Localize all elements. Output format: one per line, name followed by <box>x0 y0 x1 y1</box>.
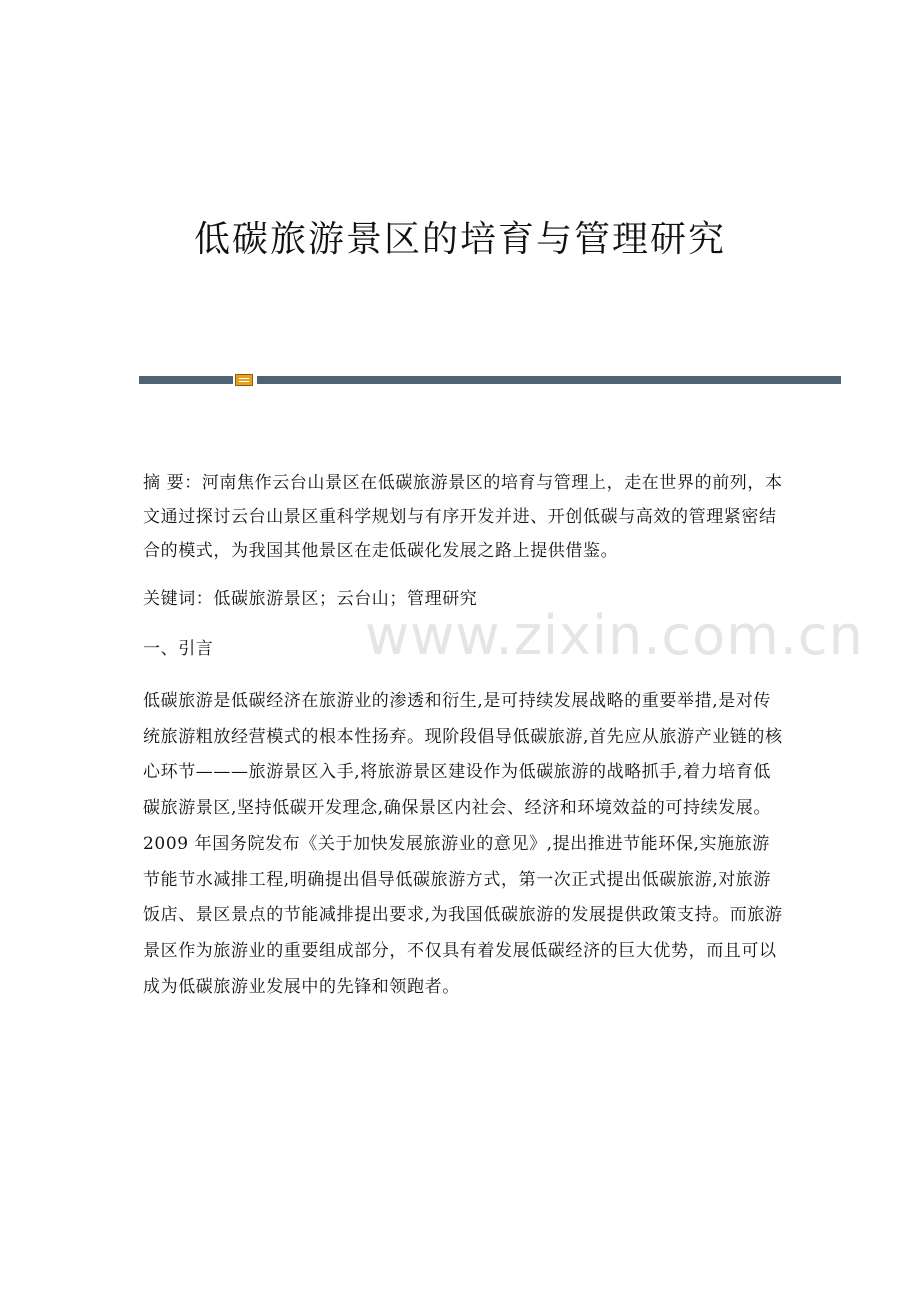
watermark: www.zixin.com.cn <box>365 604 864 667</box>
intro-paragraph: 低碳旅游是低碳经济在旅游业的渗透和衍生,是可持续发展战略的重要举措,是对传统旅游粗放经营模式的根本性扬弃。现阶段倡导低碳旅游,首先应从旅游产业链的核心环节———旅游景区入手,将旅游景区建设作为低碳旅游的战略抓手,着力培育低碳旅游景区,坚持低碳开发理念,确保景区内社会、经济和环境效益的可持续发展。2009 年国务院发布《关于加快发展旅游业的意见》,提出推进节能环保,实施旅游节能节水减排工程,明确提出倡导低碳旅游方式，第一次正式提出低碳旅游,对旅游饭店、景区景点的节能减排提出要求,为我国低碳旅游的发展提供政策支持。而旅游景区作为旅游业的重要组成部分，不仅具有着发展低碳经济的巨大优势，而且可以成为低碳旅游业发展中的先锋和领跑者。 <box>143 691 783 997</box>
divider-left-bar <box>139 376 233 384</box>
divider-right-bar <box>257 376 841 384</box>
keywords-text: 低碳旅游景区；云台山；管理研究 <box>213 589 478 609</box>
abstract <box>143 466 783 568</box>
divider-emblem-icon <box>235 374 253 386</box>
title-divider <box>139 374 841 386</box>
abstract-label: 摘 要： <box>143 473 202 493</box>
section-heading: 一、引言 <box>143 639 214 659</box>
document-title: 低碳旅游景区的培育与管理研究 <box>193 219 726 260</box>
keywords <box>143 582 783 616</box>
keywords-label: 关键词： <box>143 589 214 609</box>
document-body <box>143 466 783 1005</box>
abstract-text: 河南焦作云台山景区在低碳旅游景区的培育与管理上，走在世界的前列，本文通过探讨云台山景区重科学规划与有序开发并进、开创低碳与高效的管理紧密结合的模式，为我国其他景区在走低碳化发展之路上提供借鉴。 <box>143 473 783 561</box>
